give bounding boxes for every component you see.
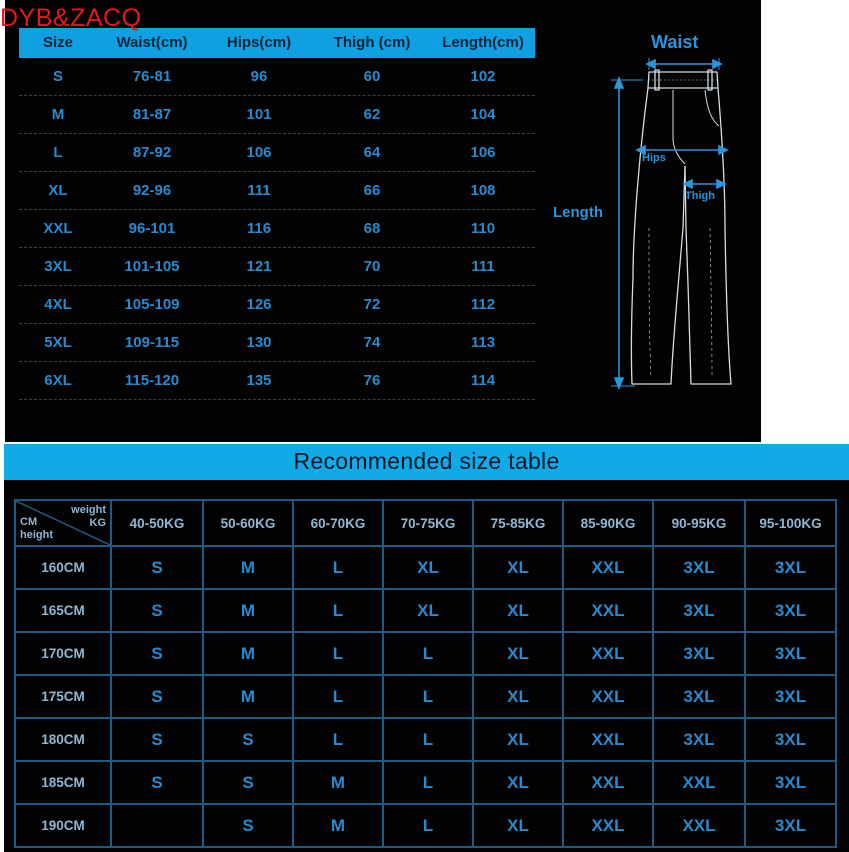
recommended-size-cell: XXL xyxy=(563,804,653,847)
size-cell: M xyxy=(51,106,65,123)
waist-cell: 101-105 xyxy=(124,258,180,275)
recommended-size-cell: S xyxy=(203,718,293,761)
recommended-size-cell: L xyxy=(383,804,473,847)
length-cell: 110 xyxy=(470,220,496,237)
size-cell: S xyxy=(52,68,64,85)
hips-cell: 121 xyxy=(246,258,272,275)
header-length: Length(cm) xyxy=(442,34,524,51)
hips-cell: 96 xyxy=(250,68,268,85)
recommended-size-cell: M xyxy=(293,804,383,847)
recommended-size-cell: L xyxy=(293,718,383,761)
size-cell: 4XL xyxy=(44,296,72,313)
recommended-size-cell: S xyxy=(111,675,203,718)
waist-cell: 76-81 xyxy=(132,68,172,85)
weight-range-header: 40-50KG xyxy=(111,500,203,546)
recommended-size-table xyxy=(14,499,837,848)
size-cell: L xyxy=(53,144,63,161)
size-cell: XL xyxy=(48,182,68,199)
waist-cell: 96-101 xyxy=(128,220,176,237)
recommended-size-cell: L xyxy=(293,675,383,718)
waist-cell: 115-120 xyxy=(124,372,180,389)
waist-cell: 87-92 xyxy=(132,144,172,161)
height-word: height xyxy=(20,529,53,541)
thigh-label: Thigh xyxy=(685,190,715,202)
height-row xyxy=(15,761,836,804)
height-cell: 190CM xyxy=(15,804,111,847)
header-waist: Waist(cm) xyxy=(116,34,188,51)
height-cell: 170CM xyxy=(15,632,111,675)
recommend-table-body xyxy=(15,546,836,847)
recommended-size-cell: 3XL xyxy=(653,589,745,632)
height-row xyxy=(15,718,836,761)
size-row xyxy=(19,58,535,96)
hips-label: Hips xyxy=(642,152,666,164)
recommended-size-cell: 3XL xyxy=(745,589,836,632)
recommend-panel xyxy=(4,480,849,852)
size-row xyxy=(19,134,535,172)
weight-range-header: 60-70KG xyxy=(293,500,383,546)
hips-cell: 126 xyxy=(246,296,272,313)
height-row xyxy=(15,632,836,675)
kg-word: KG xyxy=(89,517,106,529)
height-row xyxy=(15,546,836,589)
size-row xyxy=(19,248,535,286)
recommended-size-cell: M xyxy=(203,675,293,718)
recommended-size-cell: XXL xyxy=(563,718,653,761)
length-cell: 114 xyxy=(470,372,496,389)
thigh-cell: 66 xyxy=(363,182,381,199)
recommended-size-cell: 3XL xyxy=(745,675,836,718)
length-cell: 106 xyxy=(470,144,496,161)
header-size: Size xyxy=(42,34,74,51)
recommended-size-cell: S xyxy=(111,632,203,675)
header-hips: Hips(cm) xyxy=(226,34,292,51)
recommended-size-cell: XL xyxy=(473,761,563,804)
hips-cell: 111 xyxy=(247,182,271,199)
length-cell: 113 xyxy=(470,334,496,351)
recommended-size-cell: XL xyxy=(383,589,473,632)
weight-range-header: 95-100KG xyxy=(745,500,836,546)
size-cell: 6XL xyxy=(44,372,72,389)
size-row xyxy=(19,172,535,210)
recommended-size-cell: M xyxy=(203,546,293,589)
length-cell: 102 xyxy=(470,68,496,85)
recommended-size-cell: XXL xyxy=(563,632,653,675)
recommended-size-cell: XXL xyxy=(563,589,653,632)
height-cell: 165CM xyxy=(15,589,111,632)
recommended-size-cell: XL xyxy=(383,546,473,589)
recommended-size-cell: S xyxy=(203,804,293,847)
waist-label: Waist xyxy=(651,32,699,52)
recommended-size-cell: S xyxy=(203,761,293,804)
recommend-banner xyxy=(4,444,849,480)
weight-word: weight xyxy=(71,504,106,516)
brand-watermark: DYB&ZACQ xyxy=(0,4,142,32)
height-row xyxy=(15,675,836,718)
length-cell: 112 xyxy=(470,296,496,313)
height-cell: 175CM xyxy=(15,675,111,718)
recommended-size-cell: 3XL xyxy=(745,632,836,675)
hips-cell: 101 xyxy=(246,106,272,123)
thigh-cell: 62 xyxy=(363,106,381,123)
thigh-cell: 72 xyxy=(363,296,381,313)
waist-cell: 81-87 xyxy=(132,106,172,123)
size-row xyxy=(19,286,535,324)
recommended-size-cell: S xyxy=(111,546,203,589)
recommended-size-cell: XXL xyxy=(563,546,653,589)
size-row xyxy=(19,210,535,248)
thigh-cell: 68 xyxy=(363,220,381,237)
recommended-size-cell: 3XL xyxy=(745,546,836,589)
weight-header-row xyxy=(15,500,836,546)
recommended-size-cell: L xyxy=(383,761,473,804)
recommended-size-cell: XL xyxy=(473,632,563,675)
recommended-size-cell: XL xyxy=(473,804,563,847)
length-label: Length xyxy=(553,204,603,221)
weight-range-header: 85-90KG xyxy=(563,500,653,546)
hips-cell: 135 xyxy=(246,372,272,389)
recommended-size-cell: XL xyxy=(473,675,563,718)
recommended-size-cell xyxy=(111,804,203,847)
size-table-body xyxy=(19,58,535,400)
recommended-size-cell: 3XL xyxy=(653,546,745,589)
thigh-cell: 76 xyxy=(363,372,381,389)
height-weight-corner-cell xyxy=(15,500,111,546)
recommended-size-cell: S xyxy=(111,718,203,761)
cm-word: CM xyxy=(20,516,38,528)
weight-range-header: 90-95KG xyxy=(653,500,745,546)
recommended-size-cell: L xyxy=(293,589,383,632)
recommend-title: Recommended size table xyxy=(293,448,560,474)
waist-cell: 92-96 xyxy=(132,182,172,199)
recommended-size-cell: M xyxy=(293,761,383,804)
recommended-size-cell: XL xyxy=(473,718,563,761)
thigh-cell: 74 xyxy=(363,334,381,351)
thigh-cell: 60 xyxy=(363,68,381,85)
recommended-size-cell: L xyxy=(383,632,473,675)
recommended-size-cell: XXL xyxy=(653,761,745,804)
size-measurement-table xyxy=(19,28,535,400)
recommended-size-cell: L xyxy=(293,632,383,675)
pants-measurement-diagram xyxy=(545,28,755,398)
height-row xyxy=(15,804,836,847)
height-cell: 160CM xyxy=(15,546,111,589)
size-cell: 3XL xyxy=(44,258,72,275)
size-chart-panel xyxy=(5,0,761,442)
length-cell: 108 xyxy=(470,182,496,199)
waist-cell: 109-115 xyxy=(124,334,180,351)
recommended-size-cell: L xyxy=(293,546,383,589)
recommended-size-cell: XXL xyxy=(563,761,653,804)
thigh-cell: 70 xyxy=(363,258,381,275)
header-thigh: Thigh (cm) xyxy=(333,34,411,51)
recommended-size-cell: S xyxy=(111,761,203,804)
recommended-size-cell: XXL xyxy=(653,804,745,847)
size-cell: XXL xyxy=(43,220,73,237)
height-row xyxy=(15,589,836,632)
corner-height-label xyxy=(20,516,53,542)
recommended-size-cell: XL xyxy=(473,546,563,589)
size-cell: 5XL xyxy=(44,334,72,351)
recommended-size-cell: 3XL xyxy=(653,632,745,675)
recommended-size-cell: 3XL xyxy=(745,804,836,847)
hips-cell: 116 xyxy=(246,220,272,237)
length-cell: 104 xyxy=(470,106,496,123)
weight-range-header: 50-60KG xyxy=(203,500,293,546)
height-cell: 180CM xyxy=(15,718,111,761)
size-row xyxy=(19,324,535,362)
height-cell: 185CM xyxy=(15,761,111,804)
recommended-size-cell: 3XL xyxy=(745,718,836,761)
recommended-size-cell: 3XL xyxy=(653,718,745,761)
recommended-size-cell: M xyxy=(203,589,293,632)
recommended-size-cell: L xyxy=(383,718,473,761)
recommended-size-cell: L xyxy=(383,675,473,718)
corner-weight-label xyxy=(71,504,106,530)
size-row xyxy=(19,96,535,134)
length-cell: 111 xyxy=(471,258,495,275)
waist-cell: 105-109 xyxy=(124,296,180,313)
weight-range-header: 70-75KG xyxy=(383,500,473,546)
recommended-size-cell: 3XL xyxy=(653,675,745,718)
thigh-cell: 64 xyxy=(363,144,381,161)
hips-cell: 130 xyxy=(246,334,272,351)
recommended-size-cell: S xyxy=(111,589,203,632)
size-row xyxy=(19,362,535,400)
hips-cell: 106 xyxy=(246,144,272,161)
weight-range-header: 75-85KG xyxy=(473,500,563,546)
recommended-size-cell: M xyxy=(203,632,293,675)
recommended-size-cell: XXL xyxy=(563,675,653,718)
recommended-size-cell: 3XL xyxy=(745,761,836,804)
recommended-size-cell: XL xyxy=(473,589,563,632)
